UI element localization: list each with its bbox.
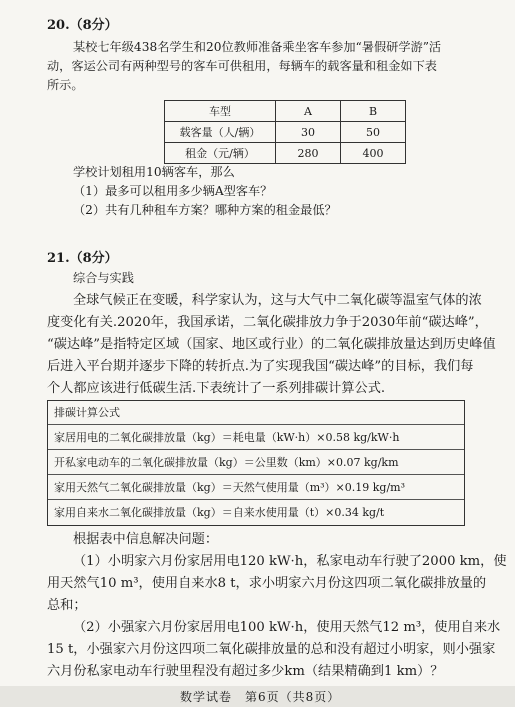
q21-heading: 21.（8分） xyxy=(47,251,118,266)
page-footer-strip xyxy=(0,686,515,707)
table-cell: 30 xyxy=(276,122,341,143)
table-header-cell: A xyxy=(276,101,341,122)
formula-tap-water: 家用自来水二氧化碳排放量（kg）＝自来水使用量（t）×0.34 kg/t xyxy=(54,506,385,519)
table-row xyxy=(165,143,406,164)
q21-para-line3: “碳达峰”是指特定区域（国家、地区或行业）的二氧化碳排放量达到历史峰值 xyxy=(47,337,496,352)
table-cell: 280 xyxy=(276,143,341,164)
q20-sub2: （2）共有几种租车方案？哪种方案的租金最低？ xyxy=(73,203,337,217)
q21-sub1-line2: 用天然气10 m³，使用自来水8 t，求小明家六月份这四项二氧化碳排放量的 xyxy=(47,576,487,591)
q21-sub1-line3: 总和； xyxy=(47,598,87,613)
formula-electric-car: 开私家电动车的二氧化碳排放量（kg）＝公里数（km）×0.07 kg/km xyxy=(48,451,464,475)
table-header-cell: 车型 xyxy=(165,101,276,122)
formula-natural-gas: 家用天然气二氧化碳排放量（kg）＝天然气使用量（m³）×0.19 kg/m³ xyxy=(48,476,464,500)
q21-sub2-line3: 六月份私家电动车行驶里程没有超过多少km（结果精确到1 km）？ xyxy=(47,664,444,679)
q21-solve-intro: 根据表中信息解决问题： xyxy=(73,532,219,547)
table-cell: 载客量（人/辆） xyxy=(165,122,276,143)
table-row xyxy=(165,122,406,143)
q21-para-line2: 度变化有关.2020年，我国承诺，二氧化碳排放力争于2030年前“碳达峰”， xyxy=(47,315,488,330)
q20-plan: 学校计划租用10辆客车，那么 xyxy=(73,165,235,179)
bus-rental-table xyxy=(164,100,406,164)
q21-sub2-line1: （2）小强家六月份家居用电100 kW·h，使用天然气12 m³，使用自来水 xyxy=(73,620,501,635)
q20-line3: 所示。 xyxy=(47,78,84,92)
q21-para-line1: 全球气候正在变暖，科学家认为，这与大气中二氧化碳等温室气体的浓 xyxy=(73,293,482,308)
table-header-cell: B xyxy=(341,101,406,122)
q20-heading: 20.（8分） xyxy=(47,18,118,33)
table-cell: 租金（元/辆） xyxy=(165,143,276,164)
table-cell: 50 xyxy=(341,122,406,143)
q20-line2: 动，客运公司有两种型号的客车可供租用，每辆车的载客量和租金如下表 xyxy=(47,59,437,73)
q21-para-line5: 个人都应该进行低碳生活.下表统计了一系列排碳计算公式. xyxy=(47,381,386,396)
q21-para-line4: 后进入平台期并逐步下降的转折点.为了实现我国“碳达峰”的目标，我们每 xyxy=(47,359,474,374)
q21-subtitle: 综合与实践 xyxy=(73,271,134,285)
q20-sub1: （1）最多可以租用多少辆A型客车？ xyxy=(73,184,273,198)
page-footer: 数学试卷 第6页（共8页） xyxy=(180,690,341,704)
carbon-formula-box xyxy=(47,400,465,526)
q20-line1: 某校七年级438名学生和20位教师准备乘坐客车参加“暑假研学游”活 xyxy=(73,40,442,54)
q21-sub2-line2: 15 t，小强家六月份这四项二氧化碳排放量的总和没有超过小明家，则小强家 xyxy=(47,642,496,657)
formula-electricity: 家居用电的二氧化碳排放量（kg）＝耗电量（kW·h）×0.58 kg/kW·h xyxy=(48,426,464,450)
q21-sub1-line1: （1）小明家六月份家居用电120 kW·h，私家电动车行驶了2000 km，使 xyxy=(73,554,507,569)
table-header-row xyxy=(165,101,406,122)
table-cell: 400 xyxy=(341,143,406,164)
formula-box-title: 排碳计算公式 xyxy=(48,401,464,425)
